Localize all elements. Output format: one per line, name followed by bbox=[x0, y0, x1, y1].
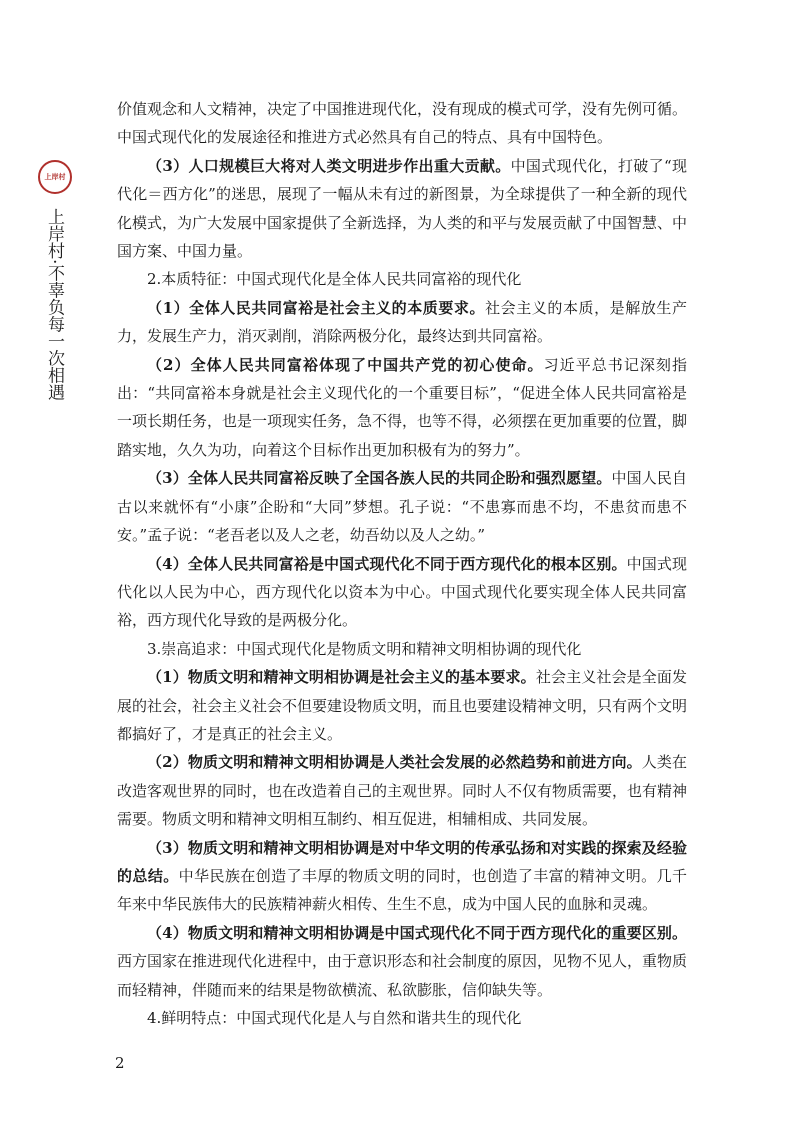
section-heading: 3.崇高追求：中国式现代化是物质文明和精神文明相协调的现代化 bbox=[147, 639, 582, 658]
paragraph-text: 社会主义的本质，是解放生产力，发展生产力，消灭剥削，消除两极分化，最终达到共同富裕。 bbox=[117, 298, 687, 346]
paragraph-text: 习近平总书记深刻指出：“共同富裕本身就是社会主义现代化的一个重要目标”，“促进全体人民共同富裕是一项长期任务，也是一项现实任务，急不得，也等不得，必须摆在更加重要的位置，脚踏实地，久久为功，向着这个目标作出更加积极有为的努力”。 bbox=[117, 355, 688, 459]
seal-text: 上岸村 bbox=[44, 172, 66, 181]
paragraph bbox=[117, 550, 687, 635]
paragraph-text: 中国式现代化，打破了“现代化＝西方化”的迷思，展现了一幅从未有过的新图景，为全球提供了一种全新的现代化模式，为广大发展中国家提供了全新选择，为人类的和平与发展贡献了中国智慧、中国方案、中国力量。 bbox=[117, 156, 688, 261]
paragraph-heading: （3）全体人民共同富裕反映了全国各族人民的共同企盼和强烈愿望。 bbox=[147, 469, 612, 488]
paragraph-heading: （2）物质文明和精神文明相协调是人类社会发展的必然趋势和前进方向。 bbox=[147, 753, 642, 772]
paragraph bbox=[117, 919, 687, 1004]
paragraph bbox=[117, 834, 687, 919]
paragraph-text: 社会主义社会是全面发展的社会，社会主义社会不但要建设物质文明，而且也要建设精神文明，只有两个文明都搞好了，才是真正的社会主义。 bbox=[117, 668, 688, 743]
paragraph bbox=[117, 294, 687, 351]
paragraph bbox=[117, 351, 687, 465]
page-number: 2 bbox=[115, 1054, 125, 1072]
section-heading: 2.本质特征：中国式现代化是全体人民共同富裕的现代化 bbox=[147, 270, 522, 289]
paragraph bbox=[117, 464, 687, 549]
paragraph-heading: （1）物质文明和精神文明相协调是社会主义的基本要求。 bbox=[147, 668, 536, 687]
paragraph-text: 人类在改造客观世界的同时，也在改造着自己的主观世界。同时人不仅有物质需要，也有精神需要。物质文明和精神文明相互制约、相互促进，相辅相成、共同发展。 bbox=[117, 753, 688, 829]
side-slogan: 上岸村·不辜负每一次相遇 bbox=[44, 208, 64, 401]
paragraph-text: 价值观念和人文精神，决定了中国推进现代化，没有现成的模式可学，没有先例可循。中国式现代化的发展途径和推进方式必然具有自己的特点、具有中国特色。 bbox=[117, 100, 688, 147]
paragraph-heading: （1）全体人民共同富裕是社会主义的本质要求。 bbox=[147, 298, 486, 317]
section-heading: 4.鲜明特点：中国式现代化是人与自然和谐共生的现代化 bbox=[147, 1009, 522, 1027]
seal-logo bbox=[38, 160, 72, 194]
paragraph-heading: （4）物质文明和精神文明相协调是中国式现代化不同于西方现代化的重要区别。 bbox=[147, 923, 687, 942]
paragraph bbox=[117, 748, 687, 833]
paragraph-text: 中华民族在创造了丰厚的物质文明的同时，也创造了丰富的精神文明。几千年来中华民族伟大的民族精神薪火相传、生生不息，成为中国人民的血脉和灵魂。 bbox=[117, 866, 687, 914]
paragraph-heading: （4）全体人民共同富裕是中国式现代化不同于西方现代化的根本区别。 bbox=[147, 554, 627, 573]
paragraph bbox=[117, 663, 687, 748]
paragraph-text: 中国式现代化以人民为中心，西方现代化以资本为中心。中国式现代化要实现全体人民共同富裕，西方现代化导致的是两极分化。 bbox=[117, 554, 687, 630]
paragraph-text: 西方国家在推进现代化进程中，由于意识形态和社会制度的原因，见物不见人，重物质而轻精神，伴随而来的结果是物欲横流、私欲膨胀，信仰缺失等。 bbox=[117, 952, 688, 999]
paragraph-heading: （3）物质文明和精神文明相协调是对中华文明的传承弘扬和对实践的探索及经验的总结。 bbox=[117, 838, 687, 885]
document-body bbox=[117, 95, 687, 1032]
paragraph-text: 中国人民自古以来就怀有“小康”企盼和“大同”梦想。孔子说：“不患寡而患不均，不患贫而患不安。”孟子说：“老吾老以及人之老，幼吾幼以及人之幼。” bbox=[117, 469, 687, 545]
paragraph-heading: （3）人口规模巨大将对人类文明进步作出重大贡献。 bbox=[147, 156, 511, 175]
paragraph bbox=[117, 95, 687, 152]
paragraph-heading: （2）全体人民共同富裕体现了中国共产党的初心使命。 bbox=[147, 355, 544, 374]
paragraph bbox=[117, 152, 687, 266]
